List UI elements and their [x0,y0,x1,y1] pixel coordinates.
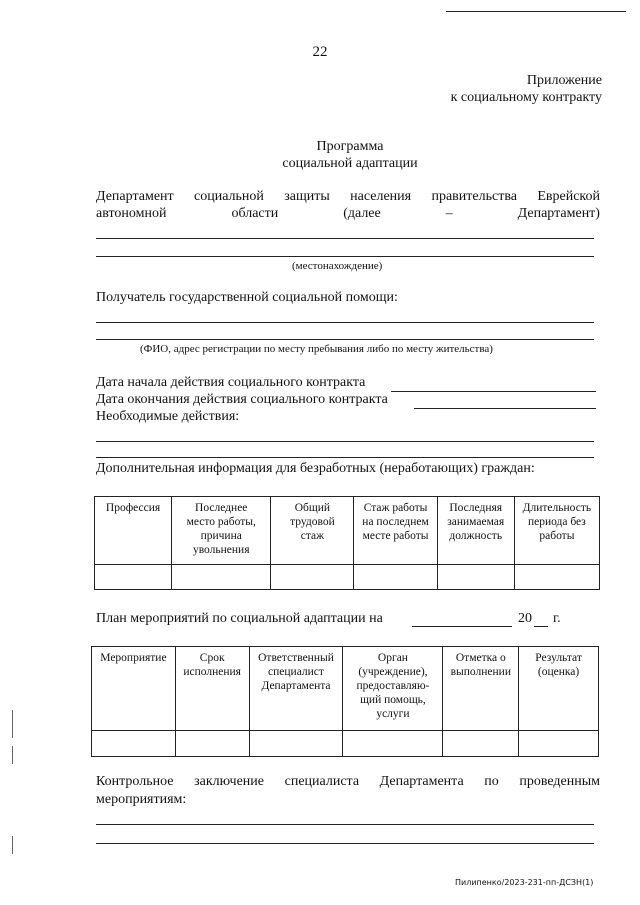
table-cell[interactable] [92,731,176,757]
table-cell[interactable] [271,565,354,590]
conclusion-word: специалиста [284,774,360,789]
plan-year-prefix: 20 [518,611,532,626]
plan-year-field[interactable] [534,626,548,627]
header-last-position [437,497,514,565]
table-cell[interactable] [519,731,599,757]
table-row [92,731,599,757]
header-text: выполнении [450,666,511,678]
header-text: Стаж работы [363,502,428,514]
header-text: исполнения [183,666,241,678]
contract-start-field[interactable] [391,391,596,392]
header-responsible [249,647,343,731]
footer-reference: Пилипенко/2023-231-пп-ДСЗН(1) [455,878,594,887]
header-text: Длительность [522,502,592,514]
header-text: Профессия [105,502,161,514]
header-text: специалист [268,666,324,678]
header-text: должность [449,530,503,542]
header-text: Департамента [261,680,331,692]
dept-word: области [231,206,279,221]
conclusion-word: Департамента [379,774,464,789]
plan-label-prefix: План мероприятий по социальной адаптации на [96,611,383,626]
actions-field-line-2[interactable] [96,457,594,458]
recipient-label: Получатель государственной социальной помощи: [96,290,398,305]
table-cell[interactable] [354,565,437,590]
actions-label: Необходимые действия: [96,409,240,424]
plan-table [91,646,599,757]
conclusion-field-line-1[interactable] [96,824,594,825]
table-header-row [95,497,600,565]
header-last-job-experience [354,497,437,565]
conclusion-word: заключение [194,774,265,789]
top-rule [446,11,626,12]
header-text: периода без [527,516,586,528]
department-line-2 [96,206,600,222]
dept-word: – [445,206,453,221]
header-unemployment-period [514,497,599,565]
conclusion-word: проведенным [519,774,600,789]
department-line-1: Департамент социальной защиты населения правительства Еврейской [96,189,600,204]
header-completion-mark [443,647,519,731]
table-cell[interactable] [443,731,519,757]
header-last-workplace [172,497,271,565]
contract-end-field[interactable] [414,408,596,409]
conclusion-word: Контрольное [96,774,174,789]
header-deadline [175,647,249,731]
table-cell[interactable] [175,731,249,757]
header-text: на последнем [362,516,429,528]
header-text: Орган [377,652,408,664]
contract-start-label: Дата начала действия социального контракта [96,375,366,390]
header-text: место работы, [186,516,256,528]
dept-word: Департамент) [517,206,600,221]
header-text: (оценка) [537,666,580,678]
header-text: щий помощь, [360,694,426,706]
header-organization [343,647,443,731]
dept-word: автономной [96,206,167,221]
header-text: Последнее [195,502,248,514]
table-header-row [92,647,599,731]
unemployed-label: Дополнительная информация для безработных (неработающих) граждан: [96,461,535,476]
header-text: Результат [535,652,582,664]
appendix-line-1: Приложение [526,73,602,88]
header-text: Последняя [449,502,503,514]
location-field-line-1[interactable] [96,238,594,239]
page-number: 22 [312,44,328,60]
table-row [95,565,600,590]
table-cell[interactable] [437,565,514,590]
actions-field-line-1[interactable] [96,441,594,442]
unemployed-table [94,496,600,590]
recipient-field-line-1[interactable] [96,322,594,323]
conclusion-word: по [484,774,499,789]
header-text: стаж [300,530,325,542]
plan-date-field[interactable] [412,626,512,627]
header-text: Отметка о [455,652,506,664]
recipient-caption: (ФИО, адрес регистрации по месту пребывания либо по месту жительства) [140,343,493,355]
header-result [519,647,599,731]
header-text: причина [200,530,242,542]
header-text: Мероприятие [100,652,167,664]
header-total-experience [271,497,354,565]
table-cell[interactable] [95,565,172,590]
plan-label [96,611,383,627]
header-text: занимаемая [447,516,505,528]
margin-mark [12,836,13,854]
header-profession [95,497,172,565]
title-line-1: Программа [316,139,384,154]
appendix-heading [451,72,602,106]
location-caption: (местонахождение) [292,260,383,272]
table-cell[interactable] [514,565,599,590]
title-line-2: социальной адаптации [282,156,418,171]
header-text: работы [539,530,575,542]
header-text: предоставляю- [356,680,430,692]
margin-mark [12,710,13,738]
conclusion-line-2: мероприятиям: [96,792,187,807]
recipient-field-line-2[interactable] [96,339,594,340]
header-text: месте работы [362,530,429,542]
margin-mark [12,746,13,764]
header-text: трудовой [290,516,335,528]
header-text: Ответственный [258,652,334,664]
plan-year-suffix: г. [553,611,561,626]
conclusion-field-line-2[interactable] [96,843,594,844]
conclusion-line-1 [96,774,600,790]
header-text: Общий [294,502,331,514]
location-field-line-2[interactable] [96,256,594,257]
header-text: услуги [376,708,410,720]
appendix-line-2: к социальному контракту [450,90,602,105]
header-text: (учреждение), [358,666,428,678]
table-cell[interactable] [172,565,271,590]
header-text: Срок [199,652,225,664]
contract-end-label: Дата окончания действия социального контракта [96,392,388,407]
header-activity [92,647,176,731]
dept-word: (далее [343,206,381,221]
header-text: увольнения [192,544,250,556]
table-cell[interactable] [343,731,443,757]
document-title [0,138,640,172]
table-cell[interactable] [249,731,343,757]
